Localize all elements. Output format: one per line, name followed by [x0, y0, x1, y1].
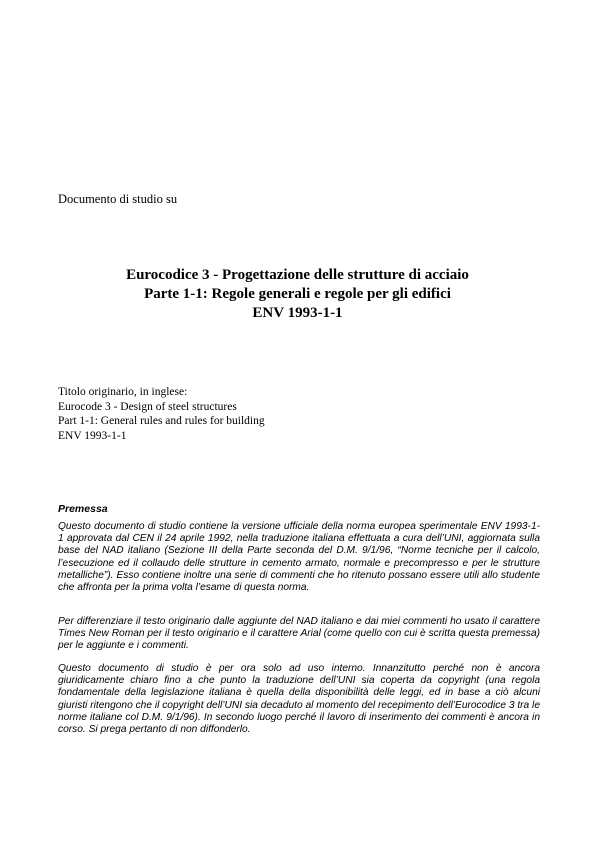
title-line-3: ENV 1993-1-1	[252, 305, 343, 321]
premessa-paragraph-3: Questo documento di studio è per ora solo ad uso interno. Innanzitutto perché non è ancora giuridicamente chiaro fino a che punto la traduzione dell’UNI sia coperta da copyright (una regola fondamentale della legislazione italiana è quella della disponibilità delle leggi, ed in base a ciò alcuni giuristi ritengono che il copyright dell’UNI sia decaduto al momento del recepimento dell’Eurocodice 3 tra le norme italiane col D.M. 9/1/96). In secondo luogo perché il lavoro di inserimento dei commenti è ancora in corso. Si prega pertanto di non diffonderlo.	[58, 663, 540, 736]
premessa-paragraph-2: Per differenziare il testo originario dalle aggiunte del NAD italiano e dai miei commenti ho usato il carattere Times New Roman per il testo originario e il carattere Arial (come quello con cui è scritta questa premessa) per le aggiunte e i commenti.	[58, 616, 540, 652]
original-title-line-3: Part 1-1: General rules and rules for building	[58, 415, 265, 427]
document-title	[0, 266, 595, 323]
document-intro: Documento di studio su	[58, 192, 178, 206]
original-title-line-2: Eurocode 3 - Design of steel structures	[58, 400, 237, 413]
premessa-heading: Premessa	[58, 503, 108, 515]
original-title-line-4: ENV 1993-1-1	[58, 429, 127, 442]
original-title-line-1: Titolo originario, in inglese:	[58, 386, 188, 398]
title-line-2: Parte 1-1: Regole generali e regole per gli edifici	[144, 286, 451, 302]
title-line-1: Eurocodice 3 - Progettazione delle strutture di acciaio	[126, 267, 469, 283]
premessa-paragraph-1: Questo documento di studio contiene la versione ufficiale della norma europea sperimentale ENV 1993-1-1 approvata dal CEN il 24 aprile 1992, nella traduzione italiana effettuata a cura dell’UNI, aggiornata sulla base del NAD italiano (Sezione III della Parte seconda del D.M. 9/1/96, “Norme tecniche per il calcolo, l’esecuzione ed il collaudo delle strutture in cemento armato, normale e precompresso e per le strutture metalliche”). Esso contiene inoltre una serie di commenti che ho ritenuto possano essere utili allo studente che affronta per la prima volta l’esame di questa norma.	[58, 521, 540, 594]
original-title-block	[58, 385, 265, 443]
